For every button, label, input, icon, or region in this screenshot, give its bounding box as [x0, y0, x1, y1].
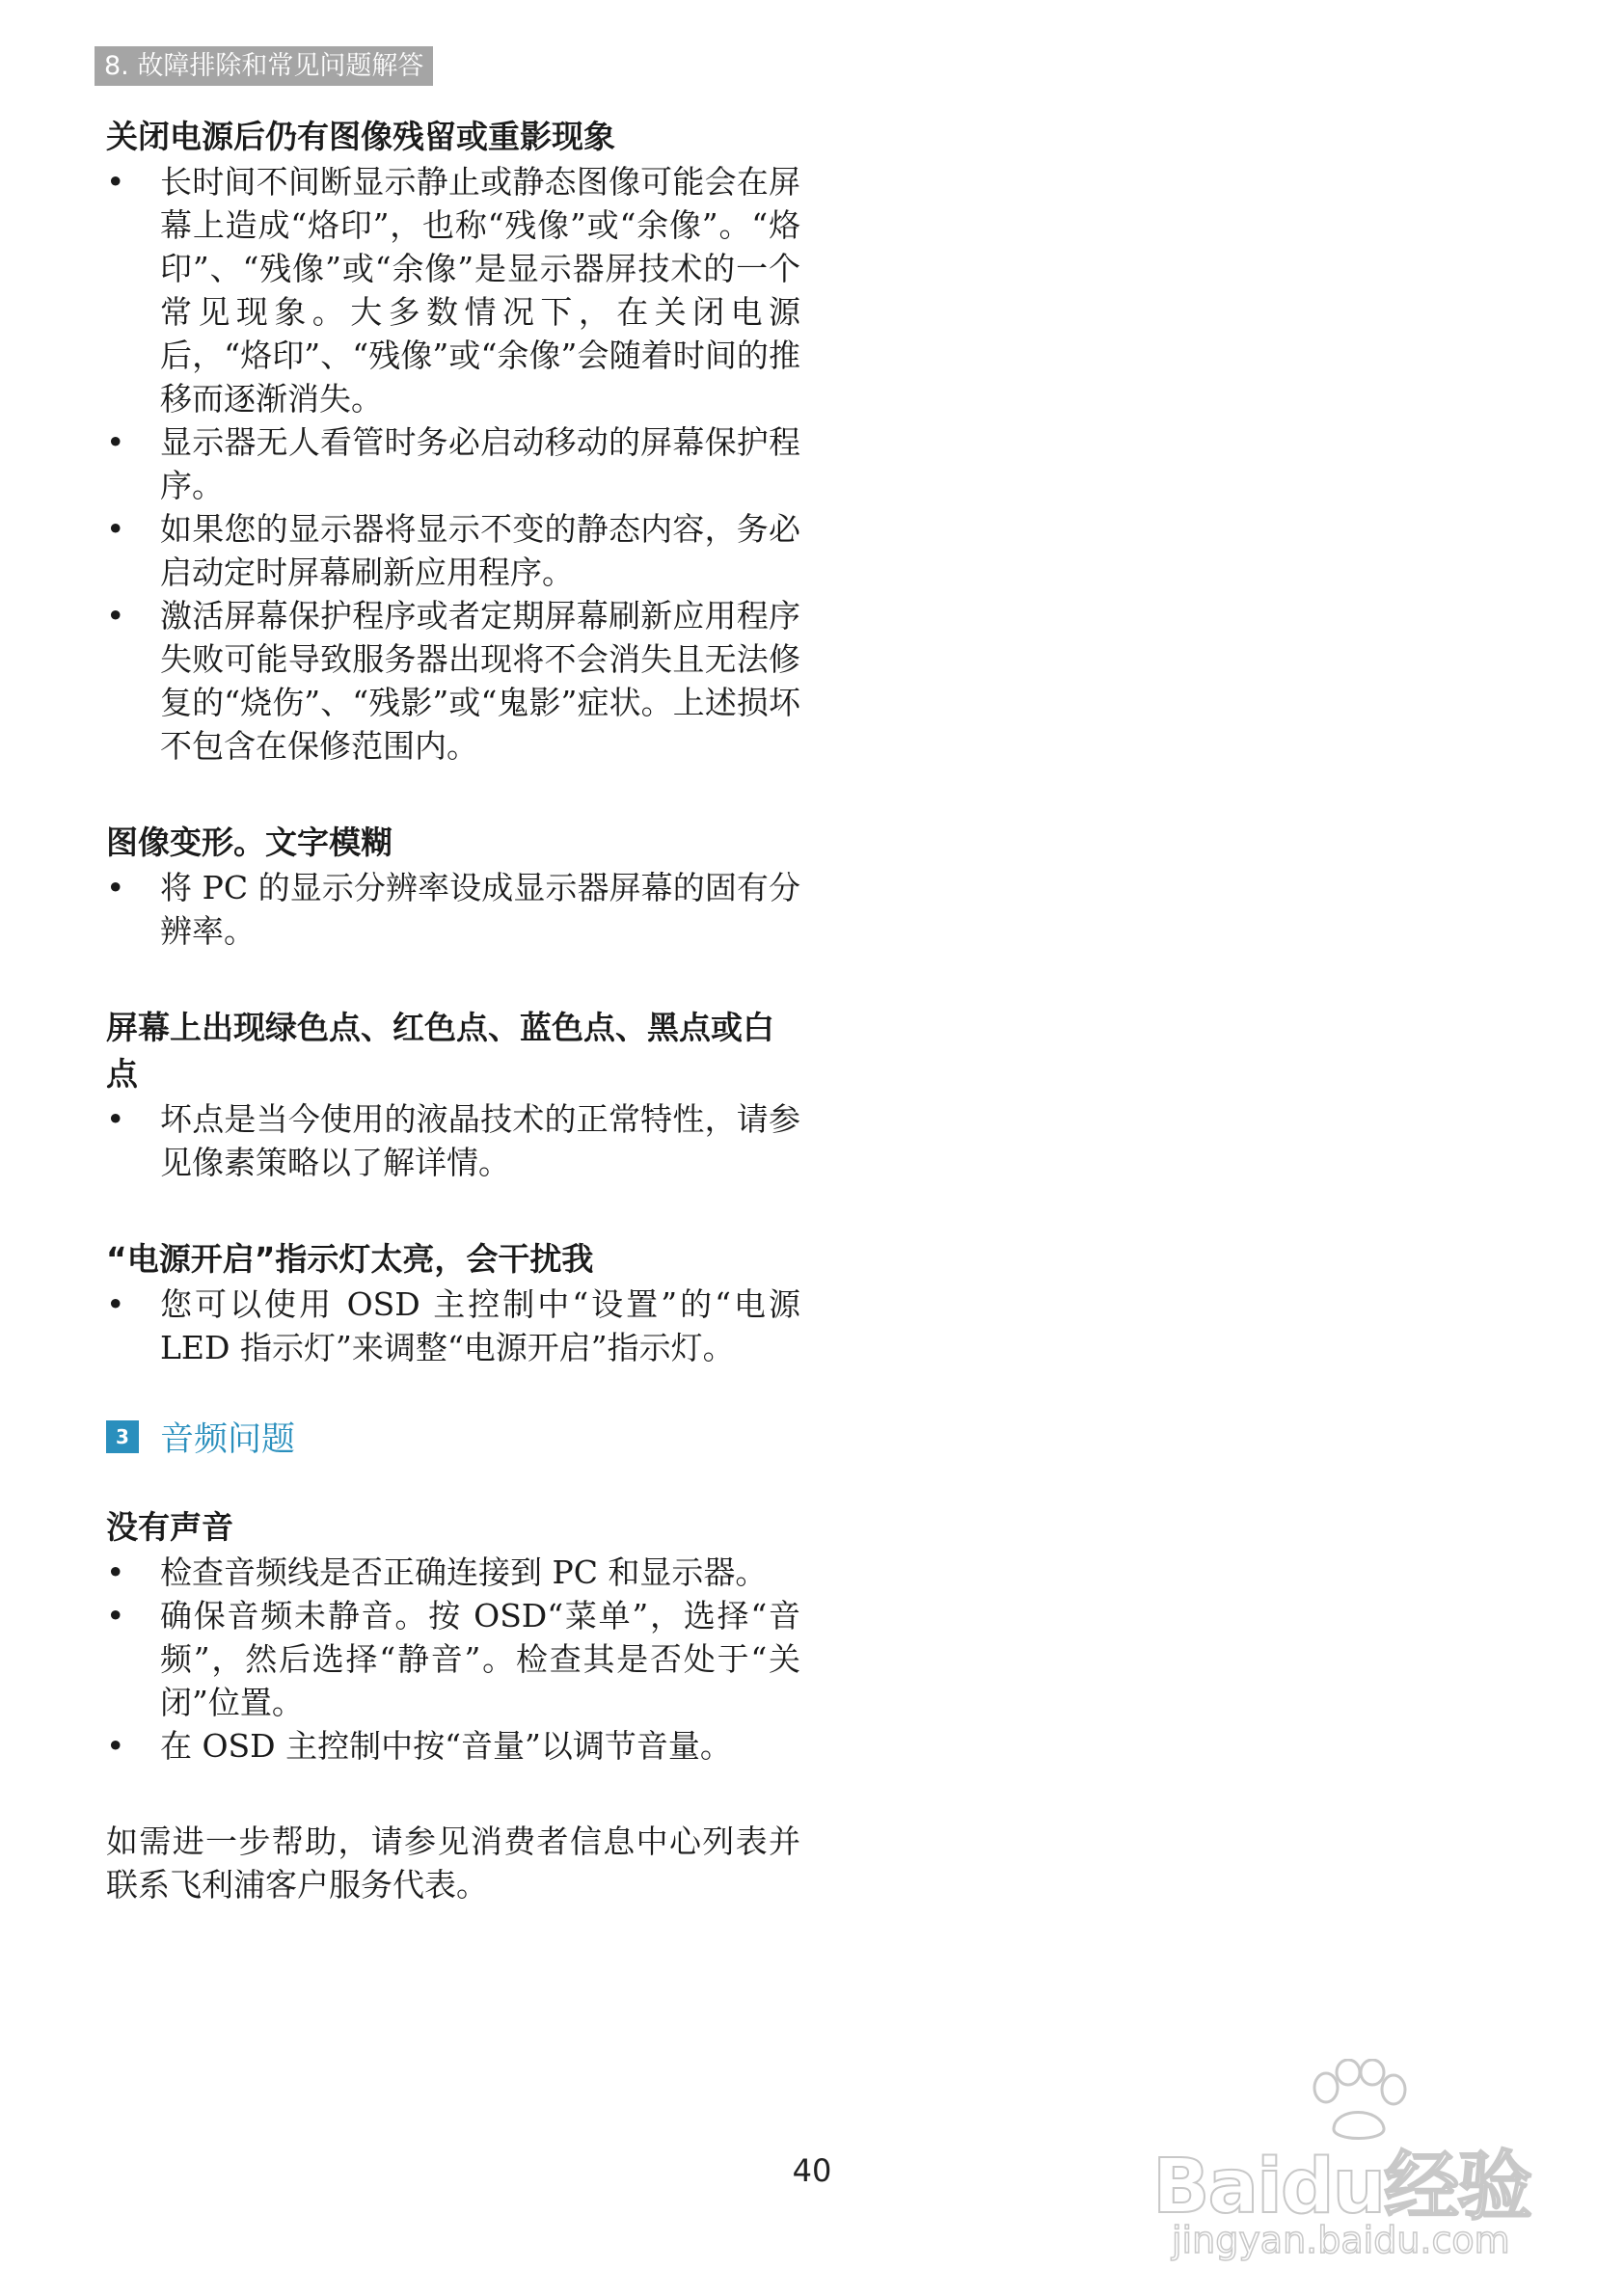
list-item — [106, 1551, 800, 1594]
chapter-label: 8. 故障排除和常见问题解答 — [95, 46, 433, 86]
list-item-text: 在 OSD 主控制中按“音量”以调节音量。 — [160, 1727, 732, 1765]
section-number-badge: 3 — [106, 1420, 139, 1453]
section-heading: 屏幕上出现绿色点、红色点、蓝色点、黑点或白点 — [106, 1009, 774, 1093]
bullet-list — [106, 866, 800, 953]
section-heading: “电源开启”指示灯太亮，会干扰我 — [106, 1240, 594, 1278]
baidu-watermark — [1152, 2059, 1567, 2261]
list-item — [106, 507, 800, 594]
bullet-list — [106, 1551, 800, 1768]
bullet-icon: • — [106, 423, 125, 461]
content-column — [106, 114, 800, 1906]
watermark-brand: Baidu经验 — [1152, 2144, 1531, 2230]
section-image-retention — [106, 114, 800, 768]
bullet-icon: • — [106, 1100, 125, 1138]
page-number: 40 — [792, 2152, 832, 2189]
watermark-url: jingyan.baidu.com — [1172, 2219, 1510, 2261]
section-heading: 没有声音 — [106, 1508, 233, 1546]
bullet-icon: • — [106, 510, 125, 548]
audio-title: 音频问题 — [160, 1420, 296, 1459]
bullet-icon: • — [106, 1285, 125, 1323]
closing-paragraph: 如需进一步帮助，请参见消费者信息中心列表并联系飞利浦客户服务代表。 — [106, 1823, 800, 1904]
list-item-text: 显示器无人看管时务必启动移动的屏幕保护程序。 — [160, 423, 800, 504]
list-item — [106, 1724, 800, 1768]
list-item — [106, 420, 800, 507]
list-item — [106, 1097, 800, 1184]
section-image-distortion — [106, 820, 800, 953]
section-no-sound — [106, 1504, 800, 1768]
bullet-icon: • — [106, 1727, 125, 1765]
list-item — [106, 160, 800, 420]
bullet-icon: • — [106, 1597, 125, 1634]
list-item — [106, 866, 800, 953]
list-item-text: 激活屏幕保护程序或者定期屏幕刷新应用程序失败可能导致服务器出现将不会消失且无法修复的“烧伤”、“残影”或“鬼影”症状。上述损坏不包含在保修范围内。 — [160, 597, 800, 765]
bullet-icon: • — [106, 869, 125, 906]
bullet-list — [106, 160, 800, 768]
audio-section-title — [106, 1414, 800, 1460]
list-item-text: 确保音频未静音。按 OSD“菜单”，选择“音频”，然后选择“静音”。检查其是否处于“关闭”位置。 — [160, 1597, 800, 1721]
bullet-icon: • — [106, 597, 125, 635]
list-item — [106, 1283, 800, 1369]
bullet-icon: • — [106, 1553, 125, 1591]
list-item — [106, 594, 800, 768]
section-dead-pixels — [106, 1005, 800, 1184]
section-power-led — [106, 1236, 800, 1369]
section-heading: 图像变形。文字模糊 — [106, 824, 392, 861]
bullet-list — [106, 1097, 800, 1184]
list-item-text: 如果您的显示器将显示不变的静态内容，务必启动定时屏幕刷新应用程序。 — [160, 510, 800, 591]
list-item-text: 检查音频线是否正确连接到 PC 和显示器。 — [160, 1553, 768, 1591]
list-item-text: 长时间不间断显示静止或静态图像可能会在屏幕上造成“烙印”，也称“残像”或“余像”。“烙印”、“残像”或“余像”是显示器屏技术的一个常见现象。大多数情况下，在关闭电源后，“烙印”、“残像”或“余像”会随着时间的推移而逐渐消失。 — [160, 163, 800, 418]
list-item-text: 将 PC 的显示分辨率设成显示器屏幕的固有分辨率。 — [160, 869, 800, 950]
list-item — [106, 1594, 800, 1724]
section-heading: 关闭电源后仍有图像残留或重影现象 — [106, 118, 615, 155]
list-item-text: 您可以使用 OSD 主控制中“设置”的“电源 LED 指示灯”来调整“电源开启”指示灯。 — [160, 1285, 800, 1366]
list-item-text: 坏点是当今使用的液晶技术的正常特性，请参见像素策略以了解详情。 — [160, 1100, 800, 1181]
bullet-list — [106, 1283, 800, 1369]
bullet-icon: • — [106, 163, 125, 201]
